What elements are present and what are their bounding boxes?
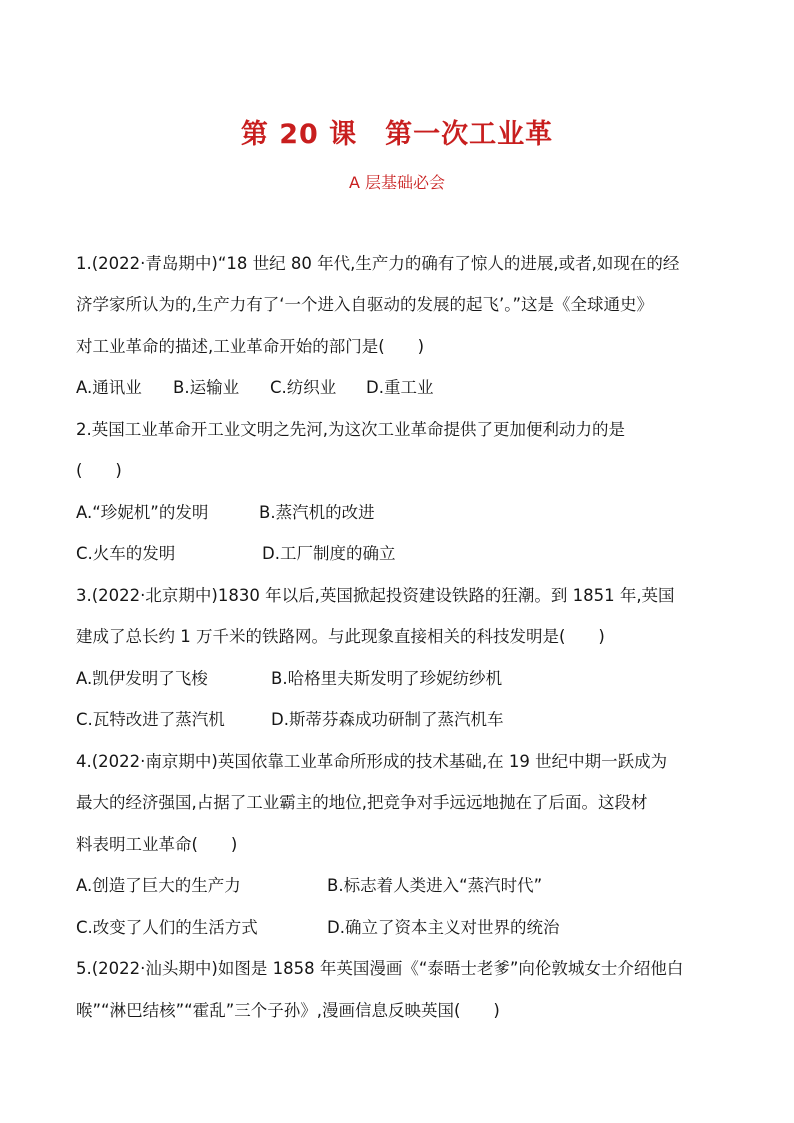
question-1-option-b: B.运输业 — [173, 378, 240, 397]
question-2-line-1: 2.英国工业革命开工业文明之先河,为这次工业革命提供了更加便利动力的是 — [76, 420, 625, 439]
question-3-line-2: 建成了总长约 1 万千米的铁路网。与此现象直接相关的科技发明是( ) — [76, 627, 605, 646]
question-4-line-2: 最大的经济强国,占据了工业霸主的地位,把竞争对手远远地抛在了后面。这段材 — [76, 793, 648, 812]
question-4-line-3: 料表明工业革命( ) — [76, 835, 238, 854]
question-4-option-d: D.确立了资本主义对世界的统治 — [327, 918, 560, 937]
question-5-line-2: 喉”“淋巴结核”“霍乱”三个子孙》,漫画信息反映英国( ) — [76, 1001, 500, 1020]
question-4-option-b: B.标志着人类进入“蒸汽时代” — [327, 876, 543, 895]
question-3-line-1: 3.(2022·北京期中)1830 年以后,英国掀起投资建设铁路的狂潮。到 1851 年,英国 — [76, 586, 675, 605]
question-4-line-1: 4.(2022·南京期中)英国依靠工业革命所形成的技术基础,在 19 世纪中期一跃成为 — [76, 752, 668, 771]
question-3-option-a: A.凯伊发明了飞梭 — [76, 669, 208, 688]
question-5-line-1: 5.(2022·汕头期中)如图是 1858 年英国漫画《“泰晤士老爹”向伦敦城女士介绍他白 — [76, 959, 684, 978]
question-1-line-2: 济学家所认为的,生产力有了‘一个进入自驱动的发展的起飞’。”这是《全球通史》 — [76, 295, 654, 314]
question-1-option-c: C.纺织业 — [270, 378, 337, 397]
question-2-option-d: D.工厂制度的确立 — [262, 544, 396, 563]
question-2-option-b: B.蒸汽机的改进 — [259, 503, 375, 522]
question-3-option-d: D.斯蒂芬森成功研制了蒸汽机车 — [271, 710, 504, 729]
question-2-line-2: ( ) — [76, 461, 122, 480]
question-3-option-b: B.哈格里夫斯发明了珍妮纺纱机 — [271, 669, 503, 688]
question-1-line-3: 对工业革命的描述,工业革命开始的部门是( ) — [76, 337, 425, 356]
section-subtitle: A 层基础必会 — [348, 173, 446, 192]
question-1-line-1: 1.(2022·青岛期中)“18 世纪 80 年代,生产力的确有了惊人的进展,或者,如现在的经 — [76, 254, 680, 273]
question-4-option-a: A.创造了巨大的生产力 — [76, 876, 241, 895]
question-1-option-a: A.通讯业 — [76, 378, 142, 397]
question-1-option-d: D.重工业 — [366, 378, 434, 397]
question-2-option-c: C.火车的发明 — [76, 544, 176, 563]
question-2-option-a: A.“珍妮机”的发明 — [76, 503, 209, 522]
question-4-option-c: C.改变了人们的生活方式 — [76, 918, 258, 937]
lesson-title: 第 20 课 第一次工业革 — [240, 119, 554, 150]
question-3-option-c: C.瓦特改进了蒸汽机 — [76, 710, 225, 729]
